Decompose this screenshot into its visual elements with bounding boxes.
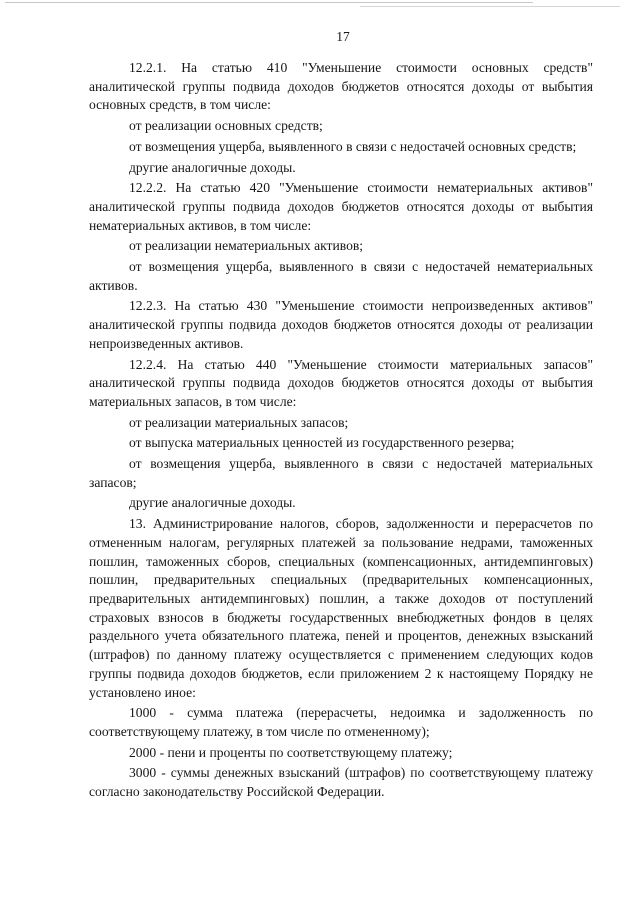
list-item: от реализации нематериальных активов;	[129, 238, 364, 254]
list-item: другие аналогичные доходы.	[129, 159, 296, 175]
code-item-3000: 3000 - суммы денежных взысканий (штрафов) по соответствующему платежу согласно законодательству Российской Федерации.	[89, 765, 593, 800]
scan-edge-line	[360, 6, 620, 7]
paragraph-13: 13. Администрирование налогов, сборов, задолженности и перерасчетов по отмененным налогам, регулярных платежей за пользование недрами, таможенных пошлин, таможенных сборов, специальных (компенсационных, антидемпинговых) пошлин, предварительных специальных (предварительных компенсационных, предварительных антидемпинговых) пошлин, а также доходов от поступлений страховых взносов в бюджеты государственных внебюджетных фондов в целях раздельного учета обязательного платежа, пеней и процентов, денежных взысканий (штрафов) по данному платежу осуществляется с применением следующих кодов группы подвида доходов бюджетов, если приложением 2 к настоящему Порядку не установлено иное:	[89, 516, 593, 700]
paragraph-12-2-1: 12.2.1. На статью 410 "Уменьшение стоимости основных средств" аналитической группы подвида доходов бюджетов относятся доходы от выбытия основных средств, в том числе:	[89, 60, 593, 113]
list-item: от реализации основных средств;	[129, 118, 323, 134]
list-item: от возмещения ущерба, выявленного в связи с недостачей нематериальных активов.	[89, 259, 593, 293]
list-item: от реализации материальных запасов;	[129, 414, 349, 430]
list-item: от выпуска материальных ценностей из государственного резерва;	[129, 435, 515, 451]
code-item-1000: 1000 - сумма платежа (перерасчеты, недоимка и задолженность по соответствующему платежу, в том числе по отмененному);	[89, 705, 593, 739]
list-item: от возмещения ущерба, выявленного в связи с недостачей материальных запасов;	[89, 456, 593, 490]
page-number: 17	[336, 29, 350, 44]
paragraph-12-2-2: 12.2.2. На статью 420 "Уменьшение стоимости нематериальных активов" аналитической группы подвида доходов бюджетов относятся доходы от выбытия нематериальных активов, в том числе:	[89, 180, 593, 233]
scan-edge-line	[5, 2, 533, 3]
list-item: от возмещения ущерба, выявленного в связи с недостачей основных средств;	[129, 138, 577, 154]
document-body	[89, 59, 593, 802]
code-item-2000: 2000 - пени и проценты по соответствующему платежу;	[129, 744, 453, 760]
paragraph-12-2-3: 12.2.3. На статью 430 "Уменьшение стоимости непроизведенных активов" аналитической группы подвида доходов бюджетов относятся доходы от реализации непроизведенных активов.	[89, 298, 593, 351]
paragraph-12-2-4: 12.2.4. На статью 440 "Уменьшение стоимости материальных запасов" аналитической группы подвида доходов бюджетов относятся доходы от выбытия материальных запасов, в том числе:	[89, 356, 593, 409]
list-item: другие аналогичные доходы.	[129, 495, 296, 511]
